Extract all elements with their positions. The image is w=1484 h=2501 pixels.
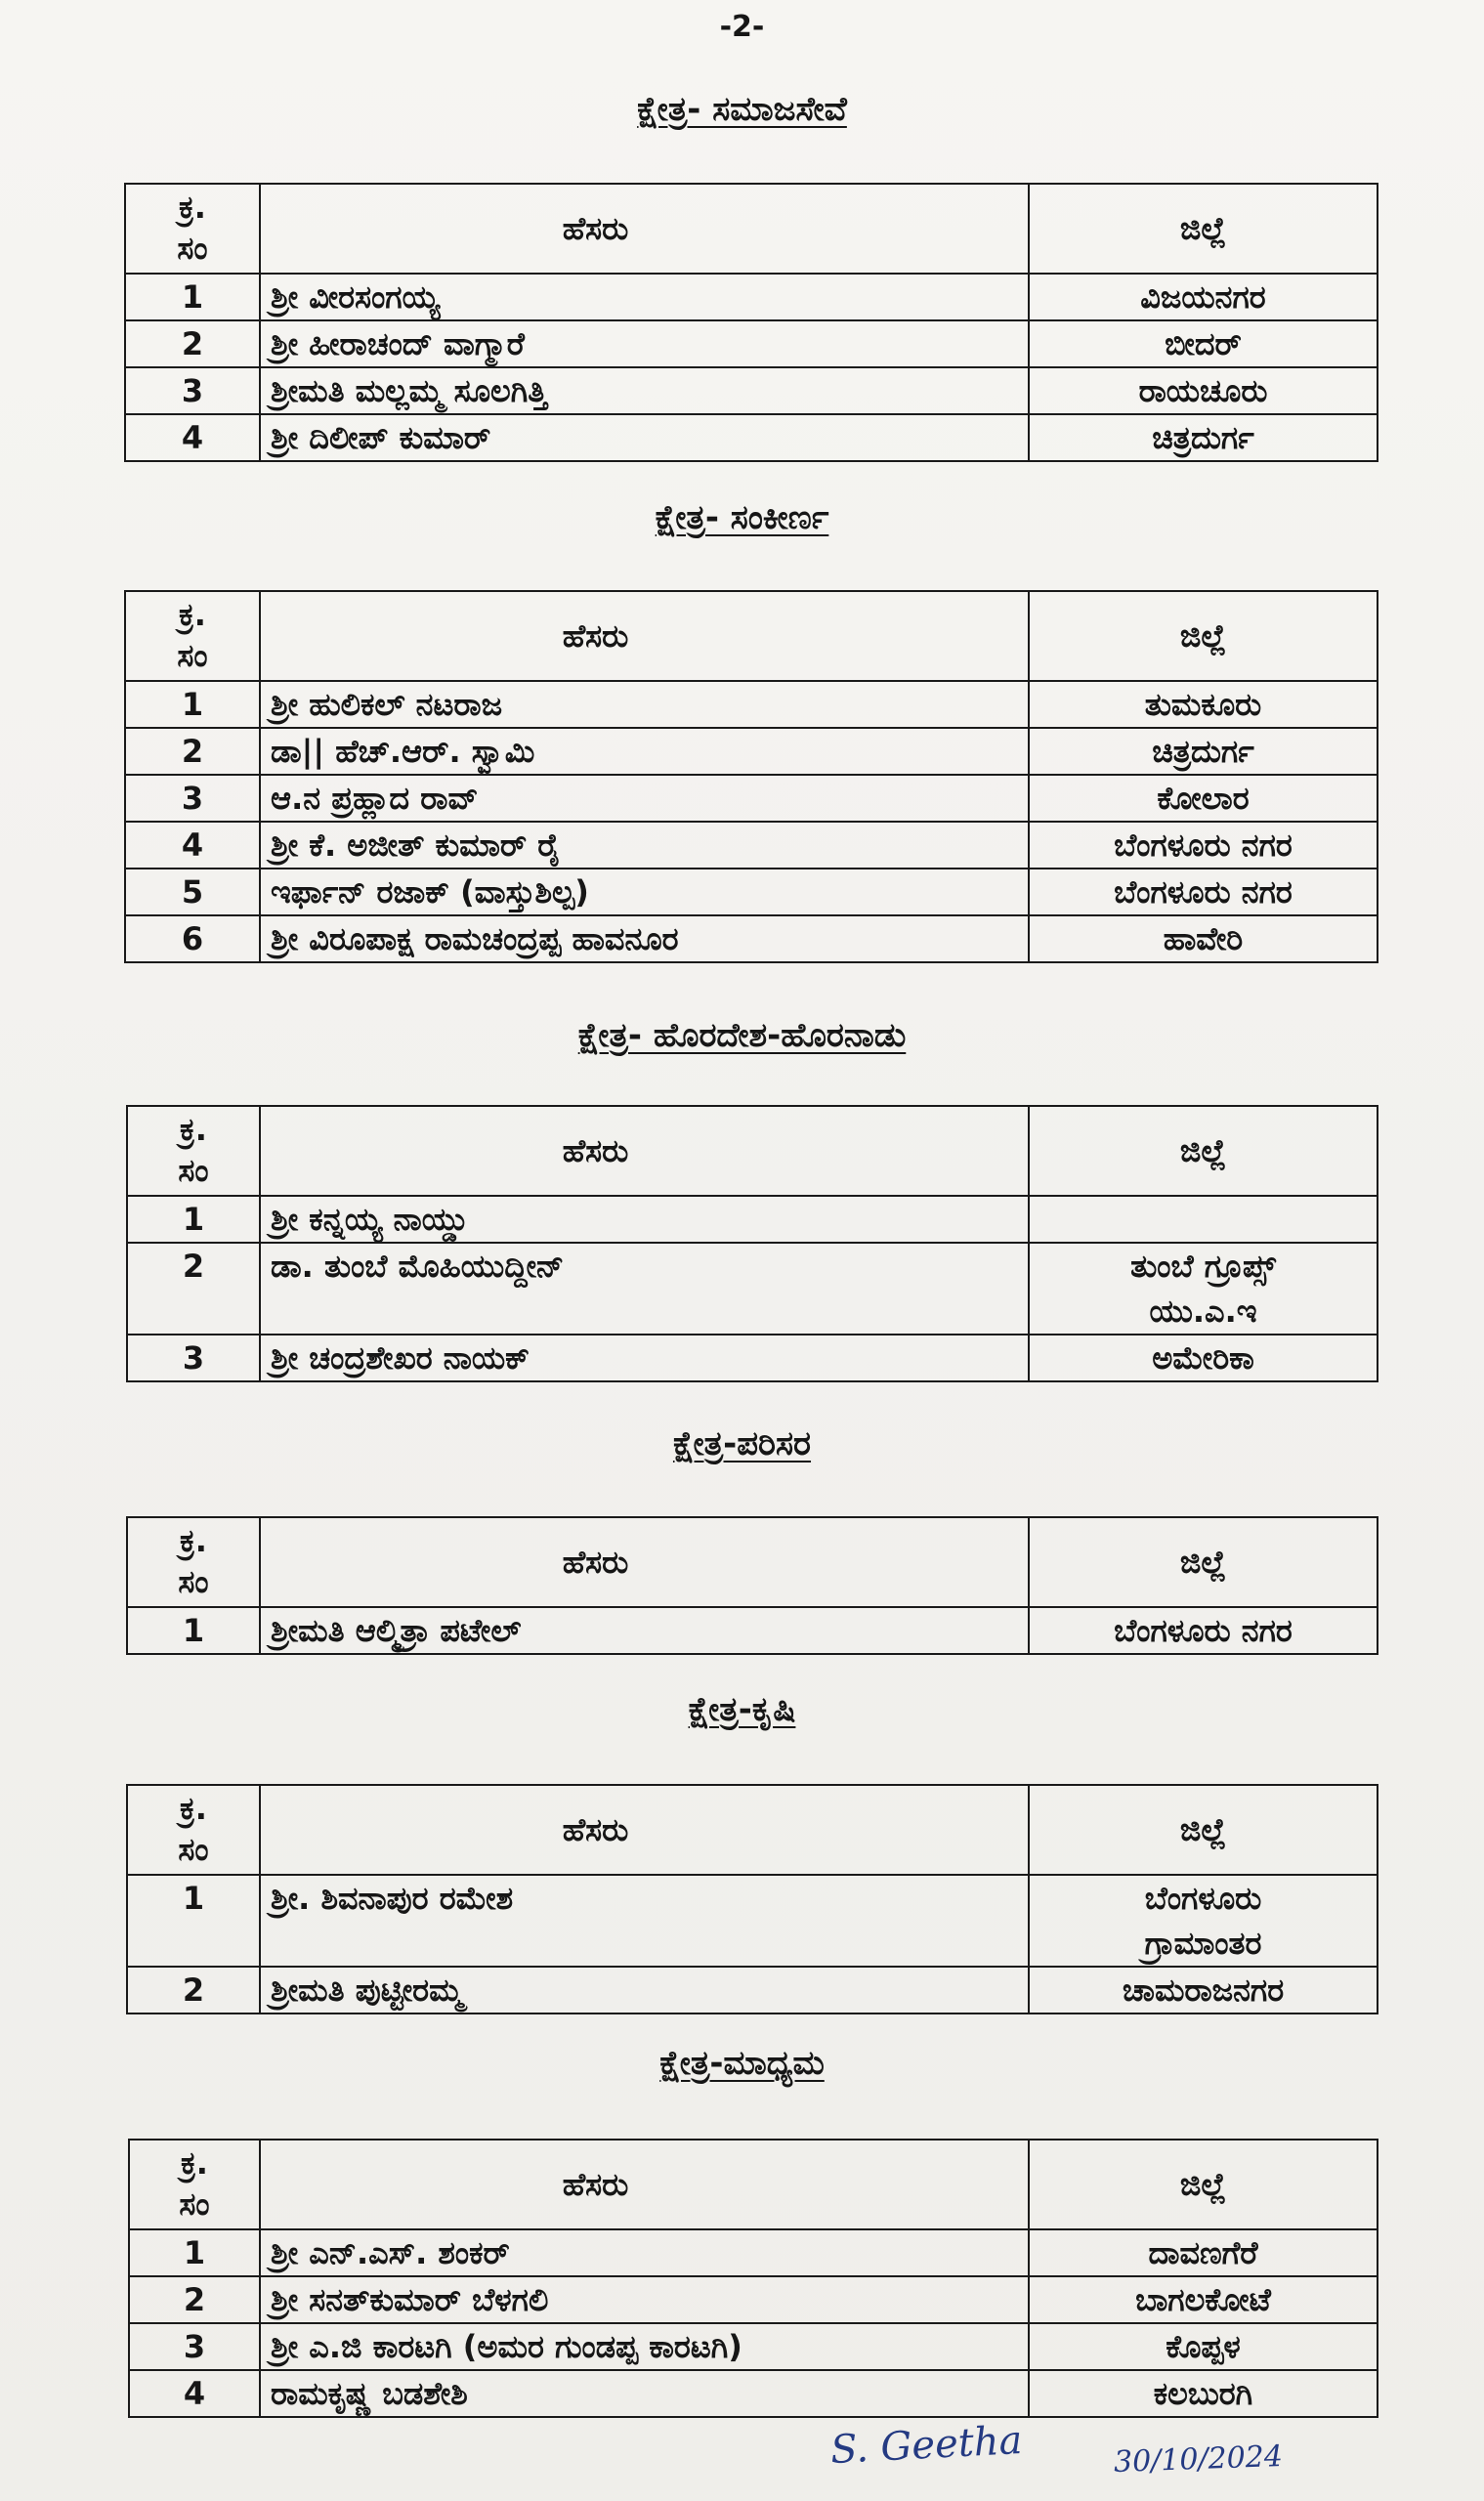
- row-district: ತುಂಬೆ ಗ್ರೂಪ್ಸ್ ಯು.ಎ.ಇ: [1029, 1243, 1378, 1335]
- header-serial: ಕ್ರ. ಸಂ: [129, 2140, 260, 2229]
- header-serial: ಕ್ರ. ಸಂ: [127, 1785, 260, 1875]
- section-title: ಕ್ಷೇತ್ರ-ಮಾಧ್ಯಮ: [659, 2044, 825, 2083]
- row-name: ಶ್ರೀ ಕನ್ನಯ್ಯ ನಾಯ್ಡು: [260, 1196, 1029, 1243]
- row-serial: 1: [125, 681, 260, 728]
- table-row: [127, 1335, 1378, 1381]
- row-district: [1029, 1196, 1378, 1243]
- table-header-row: [129, 2140, 1378, 2229]
- row-district: ಚಾಮರಾಜನಗರ: [1029, 1967, 1378, 2014]
- table-header-row: [125, 184, 1378, 274]
- header-serial: ಕ್ರ. ಸಂ: [127, 1106, 260, 1196]
- signature: S. Geetha: [828, 2417, 1024, 2474]
- row-serial: 1: [125, 274, 260, 320]
- table-row: [127, 1243, 1378, 1335]
- table-row: [125, 681, 1378, 728]
- row-serial: 1: [129, 2229, 260, 2276]
- row-name: ಶ್ರೀ ಎನ್.ಎಸ್. ಶಂಕರ್: [260, 2229, 1029, 2276]
- table-row: [127, 1967, 1378, 2014]
- row-district: ಚಿತ್ರದುರ್ಗ: [1029, 414, 1378, 461]
- header-name: ಹೆಸರು: [260, 1517, 1029, 1607]
- row-district: ಬಾಗಲಕೋಟೆ: [1029, 2276, 1378, 2323]
- header-name: ಹೆಸರು: [260, 184, 1029, 274]
- row-name: ಶ್ರೀಮತಿ ಪುಟ್ಟೀರಮ್ಮ: [260, 1967, 1029, 2014]
- row-name: ಶ್ರೀ ಸನತ್‌ಕುಮಾರ್ ಬೆಳಗಲಿ: [260, 2276, 1029, 2323]
- table-row: [125, 367, 1378, 414]
- table-row: [125, 915, 1378, 962]
- table-row: [129, 2276, 1378, 2323]
- table-row: [129, 2370, 1378, 2417]
- row-district: ಅಮೇರಿಕಾ: [1029, 1335, 1378, 1381]
- award-table: [128, 2139, 1378, 2418]
- row-serial: 2: [127, 1243, 260, 1335]
- row-name: ಶ್ರೀ ವೀರಸಂಗಯ್ಯ: [260, 274, 1029, 320]
- row-serial: 4: [125, 822, 260, 869]
- table-row: [125, 320, 1378, 367]
- row-serial: 1: [127, 1196, 260, 1243]
- signature-date: 30/10/2024: [1113, 2438, 1284, 2480]
- row-serial: 3: [125, 775, 260, 822]
- row-name: ಶ್ರೀ ಹುಲಿಕಲ್ ನಟರಾಜ: [260, 681, 1029, 728]
- row-serial: 3: [127, 1335, 260, 1381]
- row-serial: 5: [125, 869, 260, 915]
- row-district: ಬೆಂಗಳೂರು ಗ್ರಾಮಾಂತರ: [1029, 1875, 1378, 1967]
- table-row: [127, 1607, 1378, 1654]
- award-table: [124, 183, 1378, 462]
- table-row: [125, 274, 1378, 320]
- table-row: [129, 2323, 1378, 2370]
- row-serial: 2: [129, 2276, 260, 2323]
- section-title: ಕ್ಷೇತ್ರ- ಹೊರದೇಶ-ಹೊರನಾಡು: [577, 1016, 907, 1055]
- award-table: [126, 1516, 1378, 1655]
- section-title: ಕ್ಷೇತ್ರ- ಸಮಾಜಸೇವೆ: [637, 90, 847, 129]
- row-name: ಶ್ರೀಮತಿ ಆಲ್ಮಿತ್ರಾ ಪಟೇಲ್: [260, 1607, 1029, 1654]
- table-row: [129, 2229, 1378, 2276]
- header-district: ಜಿಲ್ಲೆ: [1029, 2140, 1378, 2229]
- row-serial: 4: [125, 414, 260, 461]
- award-table: [126, 1105, 1378, 1382]
- section-title: ಕ್ಷೇತ್ರ- ಸಂಕೀರ್ಣ: [655, 498, 829, 537]
- row-serial: 3: [125, 367, 260, 414]
- row-name: ಶ್ರೀ ವಿರೂಪಾಕ್ಷ ರಾಮಚಂದ್ರಪ್ಪ ಹಾವನೂರ: [260, 915, 1029, 962]
- table-row: [125, 414, 1378, 461]
- row-serial: 2: [127, 1967, 260, 2014]
- row-name: ಶ್ರೀ ದಿಲೀಪ್ ಕುಮಾರ್: [260, 414, 1029, 461]
- row-serial: 3: [129, 2323, 260, 2370]
- row-name: ಶ್ರೀ. ಶಿವನಾಪುರ ರಮೇಶ: [260, 1875, 1029, 1967]
- header-serial: ಕ್ರ. ಸಂ: [127, 1517, 260, 1607]
- header-district: ಜಿಲ್ಲೆ: [1029, 591, 1378, 681]
- row-serial: 1: [127, 1875, 260, 1967]
- row-district: ವಿಜಯನಗರ: [1029, 274, 1378, 320]
- row-district: ಬೆಂಗಳೂರು ನಗರ: [1029, 1607, 1378, 1654]
- row-name: ಆ.ನ ಪ್ರಹ್ಲಾದ ರಾವ್: [260, 775, 1029, 822]
- row-name: ಶ್ರೀ ಚಂದ್ರಶೇಖರ ನಾಯಕ್: [260, 1335, 1029, 1381]
- page-number: -2-: [719, 10, 765, 44]
- row-serial: 2: [125, 320, 260, 367]
- row-district: ಕೋಲಾರ: [1029, 775, 1378, 822]
- row-serial: 2: [125, 728, 260, 775]
- header-serial: ಕ್ರ. ಸಂ: [125, 591, 260, 681]
- table-header-row: [127, 1785, 1378, 1875]
- row-district: ಕಲಬುರಗಿ: [1029, 2370, 1378, 2417]
- row-name: ಡಾ. ತುಂಬೆ ಮೊಹಿಯುದ್ದೀನ್: [260, 1243, 1029, 1335]
- row-district: ತುಮಕೂರು: [1029, 681, 1378, 728]
- row-name: ಇರ್ಫಾನ್ ರಜಾಕ್ (ವಾಸ್ತುಶಿಲ್ಪ): [260, 869, 1029, 915]
- row-serial: 4: [129, 2370, 260, 2417]
- row-name: ಶ್ರೀ ಎ.ಜಿ ಕಾರಟಗಿ (ಅಮರ ಗುಂಡಪ್ಪ ಕಾರಟಗಿ): [260, 2323, 1029, 2370]
- award-table: [124, 590, 1378, 963]
- table-row: [125, 728, 1378, 775]
- header-district: ಜಿಲ್ಲೆ: [1029, 1785, 1378, 1875]
- table-header-row: [125, 591, 1378, 681]
- table-row: [127, 1875, 1378, 1967]
- section-title: ಕ್ಷೇತ್ರ-ಪರಿಸರ: [672, 1424, 812, 1463]
- header-district: ಜಿಲ್ಲೆ: [1029, 1517, 1378, 1607]
- row-district: ಬೆಂಗಳೂರು ನಗರ: [1029, 822, 1378, 869]
- row-name: ಶ್ರೀಮತಿ ಮಲ್ಲಮ್ಮ ಸೂಲಗಿತ್ತಿ: [260, 367, 1029, 414]
- header-name: ಹೆಸರು: [260, 2140, 1029, 2229]
- row-district: ಹಾವೇರಿ: [1029, 915, 1378, 962]
- header-name: ಹೆಸರು: [260, 1106, 1029, 1196]
- row-district: ದಾವಣಗೆರೆ: [1029, 2229, 1378, 2276]
- row-district: ಚಿತ್ರದುರ್ಗ: [1029, 728, 1378, 775]
- row-district: ಬೆಂಗಳೂರು ನಗರ: [1029, 869, 1378, 915]
- row-serial: 6: [125, 915, 260, 962]
- table-row: [127, 1196, 1378, 1243]
- header-name: ಹೆಸರು: [260, 1785, 1029, 1875]
- header-serial: ಕ್ರ. ಸಂ: [125, 184, 260, 274]
- row-district: ಕೊಪ್ಪಳ: [1029, 2323, 1378, 2370]
- table-row: [125, 775, 1378, 822]
- section-title: ಕ್ಷೇತ್ರ-ಕೃಷಿ: [688, 1690, 796, 1729]
- table-header-row: [127, 1106, 1378, 1196]
- header-name: ಹೆಸರು: [260, 591, 1029, 681]
- header-district: ಜಿಲ್ಲೆ: [1029, 1106, 1378, 1196]
- row-name: ಡಾ|| ಹೆಚ್.ಆರ್. ಸ್ವಾಮಿ: [260, 728, 1029, 775]
- header-district: ಜಿಲ್ಲೆ: [1029, 184, 1378, 274]
- table-row: [125, 869, 1378, 915]
- row-name: ಶ್ರೀ ಕೆ. ಅಜೀತ್ ಕುಮಾರ್ ರೈ: [260, 822, 1029, 869]
- row-district: ಬೀದರ್: [1029, 320, 1378, 367]
- row-district: ರಾಯಚೂರು: [1029, 367, 1378, 414]
- row-serial: 1: [127, 1607, 260, 1654]
- row-name: ಶ್ರೀ ಹೀರಾಚಂದ್ ವಾಗ್ಮಾರೆ: [260, 320, 1029, 367]
- table-row: [125, 822, 1378, 869]
- award-table: [126, 1784, 1378, 2014]
- table-header-row: [127, 1517, 1378, 1607]
- row-name: ರಾಮಕೃಷ್ಣ ಬಡಶೇಶಿ: [260, 2370, 1029, 2417]
